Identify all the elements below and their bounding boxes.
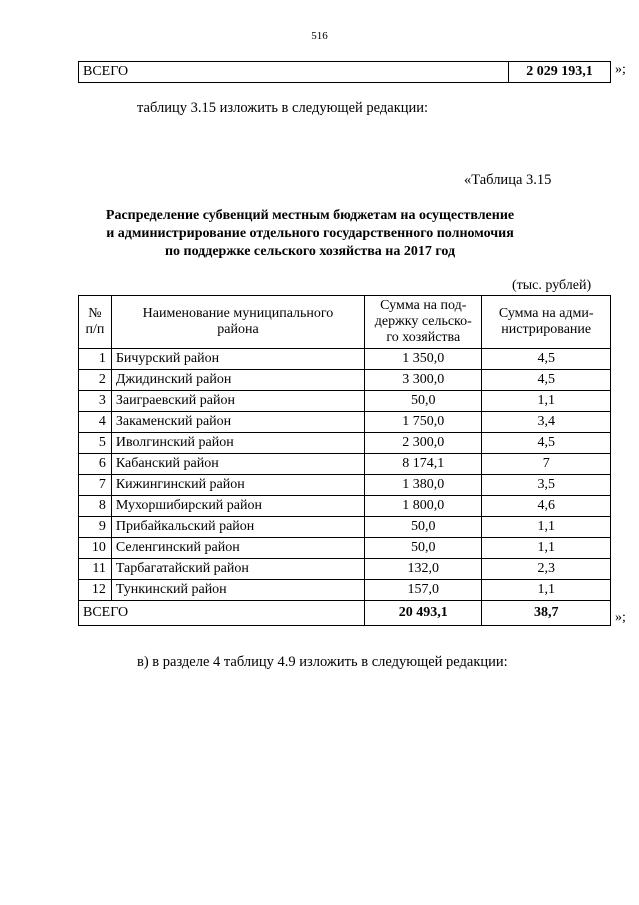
total-row-sum: 20 493,1: [365, 601, 482, 626]
page-number: 516: [311, 30, 328, 42]
closing-quote: »;: [615, 62, 626, 77]
header-num: № п/п: [79, 296, 112, 349]
total-row-label: ВСЕГО: [79, 601, 365, 626]
title-line: Распределение субвенций местным бюджетам на осуществление: [105, 208, 515, 223]
header-adm: Сумма на адми- нистрирование: [482, 296, 611, 349]
header-row: [79, 296, 611, 349]
units-label: (тыс. рублей): [512, 278, 592, 293]
header-sum: Сумма на под- держку сельско- го хозяйства: [365, 296, 482, 349]
table-reference: «Таблица 3.15: [464, 172, 552, 188]
subventions-table: [78, 295, 611, 626]
closing-quote: »;: [615, 610, 626, 625]
title-line: по поддержке сельского хозяйства на 2017 год: [164, 244, 456, 259]
table-title: [100, 207, 520, 261]
table-row: 11 Тарбагатайский район 132,0 2,3: [79, 559, 611, 580]
table-row: 7 Кижингинский район 1 380,0 3,5: [79, 475, 611, 496]
instruction-paragraph: таблицу 3.15 изложить в следующей редакции:: [137, 100, 429, 116]
table-row: 4 Закаменский район 1 750,0 3,4: [79, 412, 611, 433]
table-row: 9 Прибайкальский район 50,0 1,1: [79, 517, 611, 538]
previous-table-total: [78, 61, 611, 83]
total-row: [79, 601, 611, 626]
table-row: 12 Тункинский район 157,0 1,1: [79, 580, 611, 601]
table-row: 3 Заиграевский район 50,0 1,1: [79, 391, 611, 412]
table-row: 1 Бичурский район 1 350,0 4,5: [79, 349, 611, 370]
table-row: 10 Селенгинский район 50,0 1,1: [79, 538, 611, 559]
total-value: 2 029 193,1: [509, 62, 611, 83]
total-label: ВСЕГО: [79, 62, 509, 83]
title-line: и администрирование отдельного государственного полномочия: [106, 226, 514, 241]
header-name: Наименование муниципального района: [111, 296, 364, 349]
total-row-adm: 38,7: [482, 601, 611, 626]
table-row: 5 Иволгинский район 2 300,0 4,5: [79, 433, 611, 454]
table-row: 6 Кабанский район 8 174,1 7: [79, 454, 611, 475]
table-row: 2 Джидинский район 3 300,0 4,5: [79, 370, 611, 391]
table-row: 8 Мухоршибирский район 1 800,0 4,6: [79, 496, 611, 517]
instruction-paragraph: в) в разделе 4 таблицу 4.9 изложить в следующей редакции:: [137, 654, 508, 670]
